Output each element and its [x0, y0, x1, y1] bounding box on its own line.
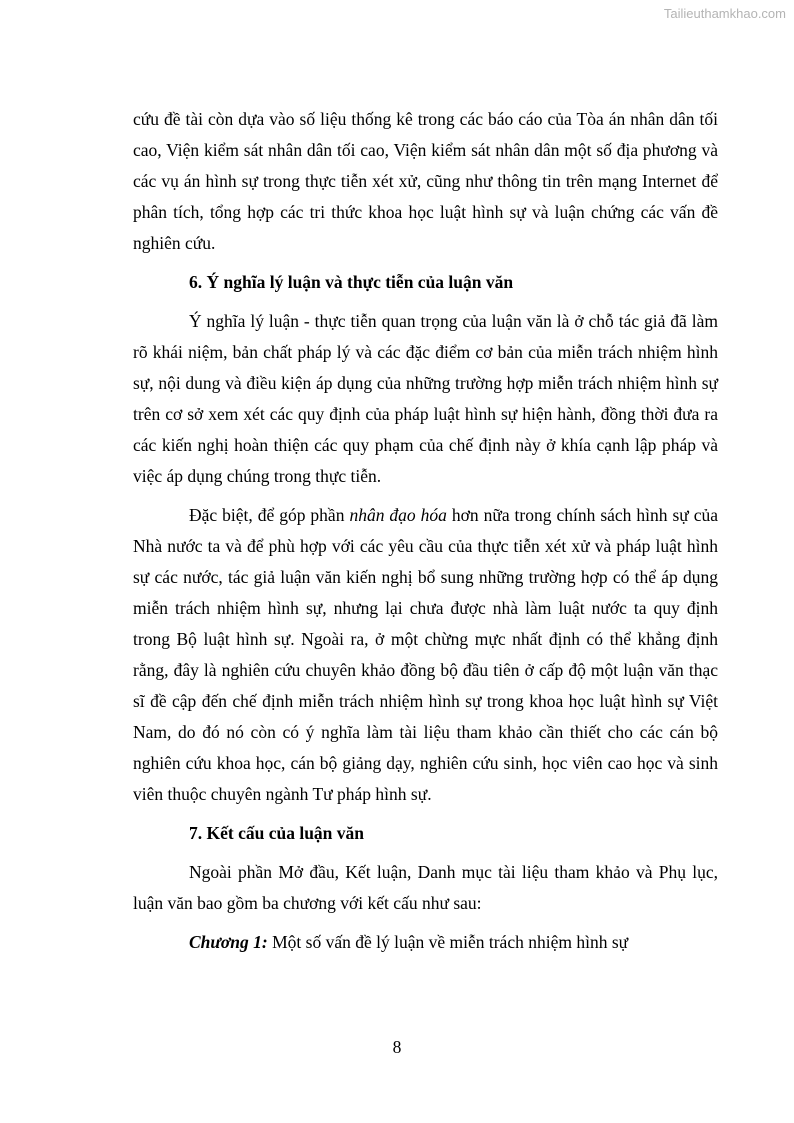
paragraph-humanization-rest: hơn nữa trong chính sách hình sự của Nhà nước ta và để phù hợp với các yêu cầu của thực tiễn xét xử và pháp luật hình sự các nước, tác giả luận văn kiến nghị bổ sung những trường hợp có thể áp dụng miễn trách nhiệm hình sự, nhưng lại chưa được nhà làm luật nước ta quy định trong Bộ luật hình sự. Ngoài ra, ở một chừng mực nhất định có thể khẳng định rằng, đây là nghiên cứu chuyên khảo đồng bộ đầu tiên ở cấp độ một luận văn thạc sĩ đề cập đến chế định miễn trách nhiệm hình sự trong khoa học luật hình sự Việt Nam, do đó nó còn có ý nghĩa làm tài liệu tham khảo cần thiết cho các cán bộ nghiên cứu khoa học, cán bộ giảng dạy, nghiên cứu sinh, học viên cao học và sinh viên thuộc chuyên ngành Tư pháp hình sự. [133, 505, 719, 804]
emphasis-humanization: nhân đạo hóa [349, 505, 447, 525]
paragraph-humanization-start: Đặc biệt, để góp phần [189, 505, 350, 525]
paragraph-structure: Ngoài phần Mở đầu, Kết luận, Danh mục tài liệu tham khảo và Phụ lục, luận văn bao gồm ba chương với kết cấu như sau: [133, 862, 718, 913]
page-number: 8 [392, 1037, 402, 1057]
chapter-1-line [133, 927, 718, 958]
chapter-1-label: Chương 1: [189, 932, 268, 952]
chapter-1-title: Một số vấn đề lý luận về miễn trách nhiệm hình sự [267, 932, 629, 952]
section-heading-significance: 6. Ý nghĩa lý luận và thực tiễn của luận văn [189, 272, 514, 292]
paragraph-significance: Ý nghĩa lý luận - thực tiễn quan trọng của luận văn là ở chỗ tác giả đã làm rõ khái niệm, bản chất pháp lý và các đặc điểm cơ bản của miễn trách nhiệm hình sự, nội dung và điều kiện áp dụng của những trường hợp miễn trách nhiệm hình sự trên cơ sở xem xét các quy định của pháp luật hình sự hiện hành, đồng thời đưa ra các kiến nghị hoàn thiện các quy phạm của chế định này ở khía cạnh lập pháp và việc áp dụng chúng trong thực tiễn. [133, 311, 718, 486]
document-body [133, 104, 718, 958]
section-heading-structure: 7. Kết cấu của luận văn [189, 823, 365, 843]
watermark: Tailieuthamkhao.com [663, 6, 786, 21]
paragraph-humanization [133, 500, 718, 810]
paragraph-research-sources: cứu đề tài còn dựa vào số liệu thống kê trong các báo cáo của Tòa án nhân dân tối cao, Viện kiểm sát nhân dân tối cao, Viện kiểm sát nhân dân một số địa phương và các vụ án hình sự trong thực tiễn xét xử, cũng như thông tin trên mạng Internet để phân tích, tổng hợp các tri thức khoa học luật hình sự và luận chứng các vấn đề nghiên cứu. [133, 109, 718, 253]
